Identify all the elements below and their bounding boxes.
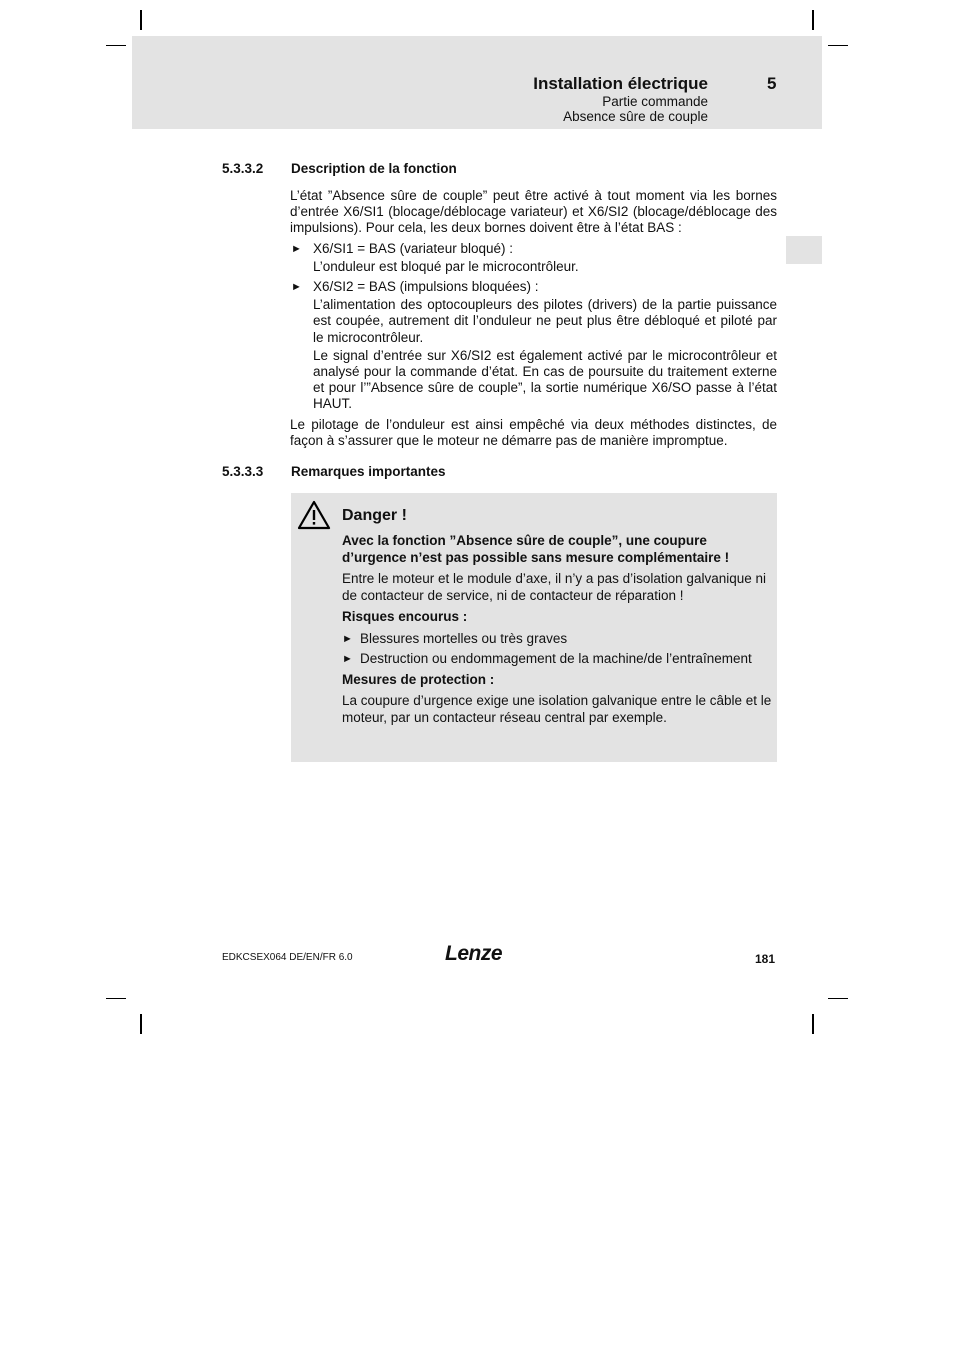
risk-text: Blessures mortelles ou très graves [360,630,568,646]
chapter-number: 5 [767,74,777,93]
list-item [290,279,777,295]
bullet-label: X6/SI1 = BAS (variateur bloqué) : [313,240,513,256]
risk-text: Destruction ou endommagement de la machine/de l’entraînement [360,651,752,666]
protection-heading: Mesures de protection : [342,671,495,687]
crop-mark-bottom-left-h [106,998,126,999]
arrow-right-icon: ► [342,653,353,665]
danger-warning: Avec la fonction ”Absence sûre de couple”, une coupure d’urgence n’est pas possible sans mesure complémentaire ! [342,533,730,565]
crop-mark-bottom-right-h [828,998,848,999]
list-item [342,651,772,668]
danger-description: Entre le moteur et le module d’axe, il n’y a pas d’isolation galvanique ni de contacteur de service, ni de contacteur de réparation ! [342,571,766,603]
arrow-right-icon: ► [342,632,353,645]
section-number: 5.3.3.3 [222,464,264,479]
list-item [342,631,772,648]
bullet-text: L’onduleur est bloqué par le microcontrôleur. [313,258,579,274]
closing-paragraph: Le pilotage de l’onduleur est ainsi empêché via deux méthodes distinctes, de façon à s’assurer que le moteur ne démarre pas de manière impromptue. [290,416,777,448]
list-item [290,241,777,257]
warning-triangle-icon [297,500,331,530]
crop-mark-top-right-h [828,45,848,46]
bullet-text: Le signal d’entrée sur X6/SI2 est également activé par le microcontrôleur et analysé pour la commande d’état. En cas de poursuite du traitement externe et pour l’”Absence sûre de couple”, la sortie numérique X6/SO passe à l’état HAUT. [313,347,777,412]
arrow-right-icon: ► [291,242,302,255]
lenze-logo: Lenze [445,942,503,965]
crop-mark-top-left-v [140,10,142,30]
intro-paragraph: L’état ”Absence sûre de couple” peut être activé à tout moment via les bornes d’entrée X6/SI1 (blocage/déblocage variateur) et X6/SI2 (blocage/déblocage des impulsions). Pour cela, les deux bornes doivent être à l’état BAS : [290,188,777,236]
risks-heading: Risques encourus : [342,609,468,624]
danger-content [342,533,772,731]
chapter-side-tab [786,236,822,264]
crop-mark-bottom-right-v [812,1014,814,1034]
header-subtitle-1: Partie commande [602,94,708,109]
section-title: Remarques importantes [291,464,446,479]
protection-text: La coupure d’urgence exige une isolation galvanique entre le câble et le moteur, par un contacteur réseau central par exemple. [342,693,772,725]
chapter-title: Installation électrique [533,74,708,93]
document-reference: EDKCSEX064 DE/EN/FR 6.0 [222,952,353,963]
bullet-text: L’alimentation des optocoupleurs des pilotes (drivers) de la partie puissance est coupée, autrement dit l’onduleur ne peut plus être débloqué et piloté par le microcontrôleur. [313,297,777,345]
header-subtitle-2: Absence sûre de couple [563,109,708,124]
crop-mark-top-right-v [812,10,814,30]
arrow-right-icon: ► [291,281,302,294]
danger-title: Danger ! [342,507,407,524]
bullet-label: X6/SI2 = BAS (impulsions bloquées) : [313,279,539,295]
section-number: 5.3.3.2 [222,161,264,176]
crop-mark-top-left-h [106,45,126,46]
section-body [290,188,777,449]
page-number: 181 [755,952,776,966]
crop-mark-bottom-left-v [140,1014,142,1034]
header-band [132,36,822,129]
section-title: Description de la fonction [291,161,457,176]
